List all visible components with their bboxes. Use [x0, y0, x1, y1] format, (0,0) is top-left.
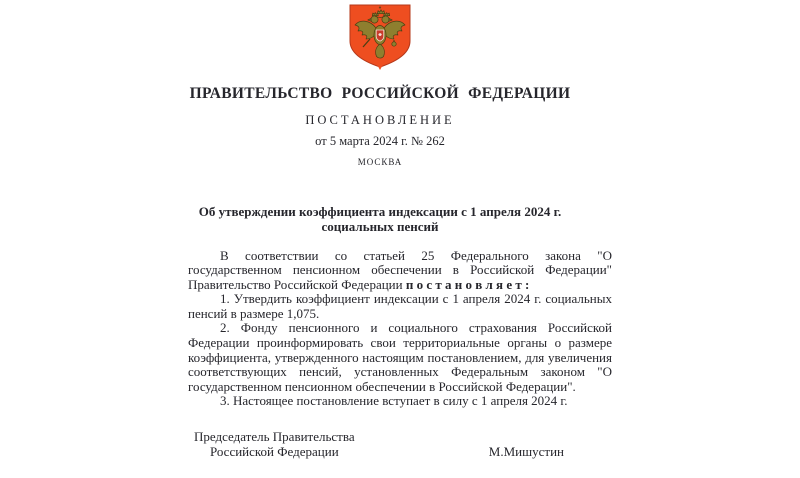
doc-date-number: от 5 марта 2024 г. № 262 [315, 134, 445, 148]
emblem-shield-tip [378, 66, 383, 71]
signer-position-line-1: Председатель Правительства [194, 429, 355, 445]
doc-body [188, 249, 612, 410]
doc-title [188, 204, 572, 235]
signer-position-line-2: Российской Федерации [209, 444, 339, 460]
doc-type: ПОСТАНОВЛЕНИЕ [305, 112, 455, 127]
resolves-word: п о с т а н о в л я е т : [405, 276, 530, 292]
signer-position [194, 429, 355, 459]
doc-city: МОСКВА [357, 156, 403, 167]
org-name: ПРАВИТЕЛЬСТВО РОССИЙСКОЙ ФЕДЕРАЦИИ [189, 85, 571, 102]
signer-name: М.Мишустин [488, 444, 564, 460]
document-header [188, 0, 572, 235]
coat-of-arms-icon [188, 0, 572, 70]
russia-coat-of-arms-svg [346, 3, 414, 70]
preamble-paragraph [188, 249, 612, 293]
clause-1: 1. Утвердить коэффициент индексации с 1 апреля 2024 г. социальных пенсий в размере 1,075. [188, 291, 612, 321]
clause-3: 3. Настоящее постановление вступает в силу с 1 апреля 2024 г. [220, 393, 568, 409]
signature-block [188, 429, 612, 459]
preamble-text: В соответствии со статьей 25 Федерального закона "О государственном пенсионном обеспечении в Российской Федерации" Правительство Российской Федерации [188, 247, 612, 292]
document-content [188, 0, 612, 459]
clause-2: 2. Фонду пенсионного и социального страхования Российской Федерации проинформировать свои территориальные органы о размере коэффициента, утвержденного настоящим постановлением, для увеличения соответствующих пенсий, установленных Федеральным законом "О государственном пенсионном обеспечении в Российской Федерации". [188, 320, 612, 394]
doc-title-line-2: социальных пенсий [321, 219, 439, 234]
doc-title-line-1: Об утверждении коэффициента индексации с 1 апреля 2024 г. [198, 203, 562, 219]
